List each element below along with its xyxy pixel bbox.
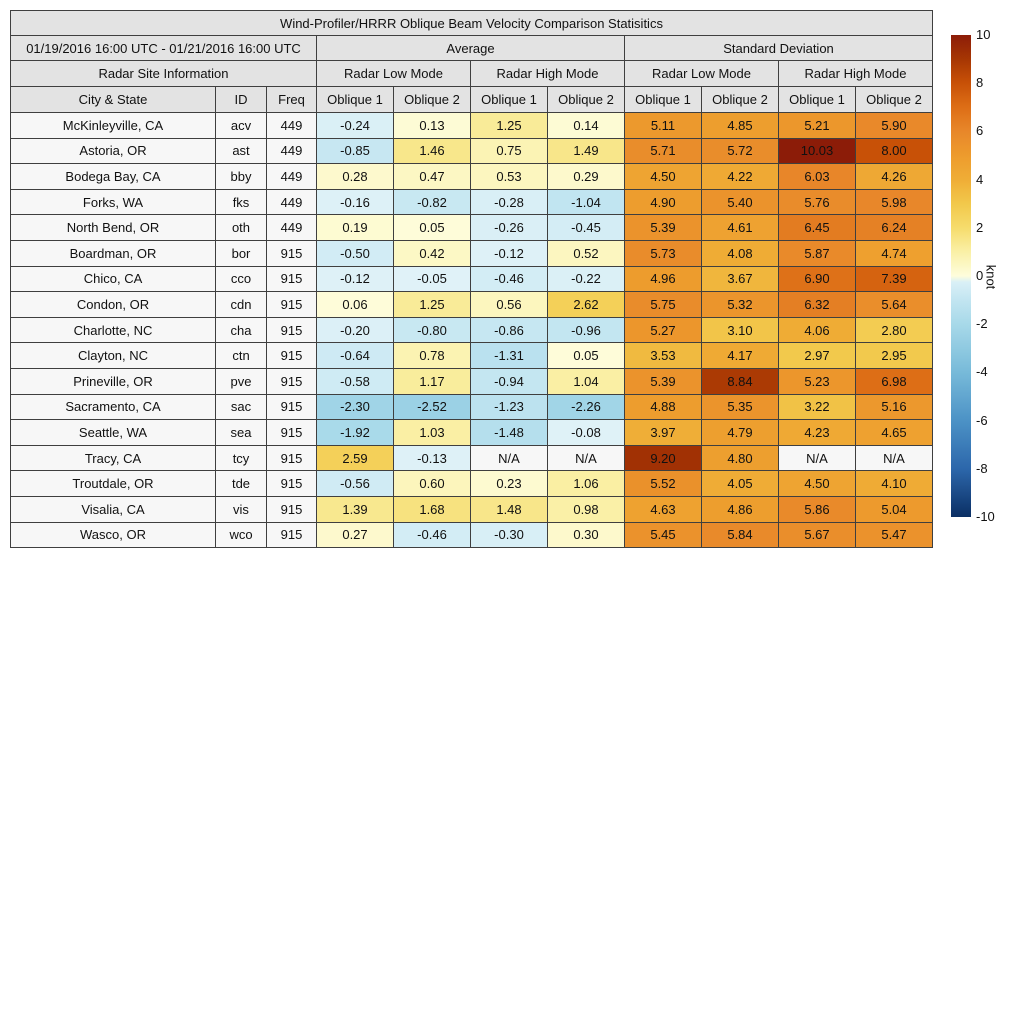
table-row (11, 266, 933, 292)
value-cell: 6.32 (779, 292, 856, 318)
value-cell: -0.22 (548, 266, 625, 292)
freq-cell: 915 (267, 368, 317, 394)
oblique2-header: Oblique 2 (548, 87, 625, 113)
value-cell: 0.28 (317, 164, 394, 190)
value-cell: 5.11 (625, 113, 702, 139)
city-cell: Bodega Bay, CA (11, 164, 216, 190)
value-cell: -2.26 (548, 394, 625, 420)
value-cell: -0.50 (317, 240, 394, 266)
value-cell: 4.50 (779, 471, 856, 497)
table-row (11, 394, 933, 420)
stats-table (10, 10, 933, 548)
value-cell: -0.12 (471, 240, 548, 266)
city-cell: Condon, OR (11, 292, 216, 318)
oblique2-header: Oblique 2 (856, 87, 933, 113)
value-cell: 5.98 (856, 189, 933, 215)
value-cell: 5.04 (856, 496, 933, 522)
value-cell: 0.42 (394, 240, 471, 266)
value-cell: 4.26 (856, 164, 933, 190)
std-high-mode-header: Radar High Mode (779, 61, 933, 87)
freq-cell: 449 (267, 138, 317, 164)
value-cell: 5.64 (856, 292, 933, 318)
city-cell: Troutdale, OR (11, 471, 216, 497)
id-header: ID (216, 87, 267, 113)
value-cell: 0.14 (548, 113, 625, 139)
table-row (11, 496, 933, 522)
table-row (11, 189, 933, 215)
value-cell: -0.30 (471, 522, 548, 548)
table-body (11, 113, 933, 548)
colorbar-tick-label: 4 (976, 171, 984, 187)
group-header-row (11, 36, 933, 61)
value-cell: -0.26 (471, 215, 548, 241)
city-cell: McKinleyville, CA (11, 113, 216, 139)
freq-cell: 449 (267, 215, 317, 241)
freq-cell: 449 (267, 164, 317, 190)
value-cell: 0.52 (548, 240, 625, 266)
value-cell: N/A (471, 445, 548, 471)
colorbar-tick-label: -10 (976, 509, 995, 524)
value-cell: 3.22 (779, 394, 856, 420)
table-row (11, 317, 933, 343)
value-cell: 0.47 (394, 164, 471, 190)
city-cell: Astoria, OR (11, 138, 216, 164)
site-id-cell: cdn (216, 292, 267, 318)
value-cell: 5.32 (702, 292, 779, 318)
value-cell: -2.52 (394, 394, 471, 420)
value-cell: 4.61 (702, 215, 779, 241)
site-id-cell: fks (216, 189, 267, 215)
value-cell: 4.10 (856, 471, 933, 497)
freq-cell: 915 (267, 240, 317, 266)
freq-cell: 915 (267, 471, 317, 497)
table-row (11, 368, 933, 394)
table-row (11, 113, 933, 139)
value-cell: -0.46 (394, 522, 471, 548)
value-cell: 0.23 (471, 471, 548, 497)
value-cell: 0.05 (394, 215, 471, 241)
site-id-cell: cco (216, 266, 267, 292)
value-cell: 5.35 (702, 394, 779, 420)
table-title: Wind-Profiler/HRRR Oblique Beam Velocity Comparison Statisitics (11, 11, 933, 36)
value-cell: 1.46 (394, 138, 471, 164)
value-cell: 5.73 (625, 240, 702, 266)
site-id-cell: bor (216, 240, 267, 266)
value-cell: -1.31 (471, 343, 548, 369)
value-cell: 4.23 (779, 420, 856, 446)
value-cell: 4.65 (856, 420, 933, 446)
date-range-cell: 01/19/2016 16:00 UTC - 01/21/2016 16:00 UTC (11, 36, 317, 61)
value-cell: -0.12 (317, 266, 394, 292)
freq-cell: 915 (267, 420, 317, 446)
table-row (11, 445, 933, 471)
site-id-cell: cha (216, 317, 267, 343)
colorbar-gradient (951, 35, 971, 517)
value-cell: 9.20 (625, 445, 702, 471)
value-cell: -0.28 (471, 189, 548, 215)
value-cell: -0.80 (394, 317, 471, 343)
value-cell: 3.97 (625, 420, 702, 446)
value-cell: 4.88 (625, 394, 702, 420)
value-cell: 4.17 (702, 343, 779, 369)
value-cell: 1.48 (471, 496, 548, 522)
value-cell: 1.49 (548, 138, 625, 164)
freq-cell: 449 (267, 189, 317, 215)
value-cell: 5.71 (625, 138, 702, 164)
value-cell: 3.10 (702, 317, 779, 343)
title-row (11, 11, 933, 36)
site-id-cell: vis (216, 496, 267, 522)
value-cell: 4.86 (702, 496, 779, 522)
table-row (11, 292, 933, 318)
oblique2-header: Oblique 2 (394, 87, 471, 113)
freq-cell: 915 (267, 266, 317, 292)
table-row (11, 164, 933, 190)
oblique1-header: Oblique 1 (779, 87, 856, 113)
value-cell: 6.90 (779, 266, 856, 292)
value-cell: 4.08 (702, 240, 779, 266)
colorbar-tick-label: -6 (976, 412, 988, 428)
table-row (11, 420, 933, 446)
value-cell: 7.39 (856, 266, 933, 292)
value-cell: 1.25 (394, 292, 471, 318)
value-cell: 4.05 (702, 471, 779, 497)
site-id-cell: bby (216, 164, 267, 190)
value-cell: -0.16 (317, 189, 394, 215)
freq-cell: 915 (267, 343, 317, 369)
value-cell: 5.86 (779, 496, 856, 522)
site-id-cell: ctn (216, 343, 267, 369)
value-cell: -0.46 (471, 266, 548, 292)
value-cell: 5.76 (779, 189, 856, 215)
freq-cell: 915 (267, 522, 317, 548)
site-id-cell: wco (216, 522, 267, 548)
value-cell: -0.85 (317, 138, 394, 164)
table-row (11, 138, 933, 164)
city-cell: Seattle, WA (11, 420, 216, 446)
value-cell: -0.82 (394, 189, 471, 215)
value-cell: 1.04 (548, 368, 625, 394)
value-cell: 1.39 (317, 496, 394, 522)
value-cell: 5.40 (702, 189, 779, 215)
site-id-cell: tde (216, 471, 267, 497)
colorbar-tick-label: 2 (976, 219, 984, 235)
value-cell: 4.90 (625, 189, 702, 215)
value-cell: 2.95 (856, 343, 933, 369)
value-cell: 5.75 (625, 292, 702, 318)
value-cell: 3.53 (625, 343, 702, 369)
value-cell: -1.48 (471, 420, 548, 446)
value-cell: 1.25 (471, 113, 548, 139)
site-id-cell: acv (216, 113, 267, 139)
value-cell: 1.06 (548, 471, 625, 497)
value-cell: 8.84 (702, 368, 779, 394)
column-header-row (11, 87, 933, 113)
value-cell: 5.39 (625, 368, 702, 394)
table-row (11, 343, 933, 369)
value-cell: 0.19 (317, 215, 394, 241)
site-id-cell: pve (216, 368, 267, 394)
city-cell: North Bend, OR (11, 215, 216, 241)
value-cell: -0.96 (548, 317, 625, 343)
value-cell: -1.23 (471, 394, 548, 420)
std-deviation-group-header: Standard Deviation (625, 36, 933, 61)
value-cell: 1.68 (394, 496, 471, 522)
value-cell: 2.59 (317, 445, 394, 471)
value-cell: 5.27 (625, 317, 702, 343)
site-id-cell: tcy (216, 445, 267, 471)
city-cell: Chico, CA (11, 266, 216, 292)
table-row (11, 522, 933, 548)
city-cell: Wasco, OR (11, 522, 216, 548)
value-cell: 5.67 (779, 522, 856, 548)
value-cell: 2.97 (779, 343, 856, 369)
value-cell: 5.47 (856, 522, 933, 548)
city-cell: Tracy, CA (11, 445, 216, 471)
value-cell: 2.62 (548, 292, 625, 318)
value-cell: -0.05 (394, 266, 471, 292)
city-cell: Sacramento, CA (11, 394, 216, 420)
value-cell: N/A (856, 445, 933, 471)
value-cell: 3.67 (702, 266, 779, 292)
city-cell: Charlotte, NC (11, 317, 216, 343)
value-cell: 6.03 (779, 164, 856, 190)
value-cell: -0.13 (394, 445, 471, 471)
avg-low-mode-header: Radar Low Mode (317, 61, 471, 87)
value-cell: 2.80 (856, 317, 933, 343)
freq-header: Freq (267, 87, 317, 113)
oblique1-header: Oblique 1 (471, 87, 548, 113)
value-cell: 0.98 (548, 496, 625, 522)
value-cell: -0.64 (317, 343, 394, 369)
freq-cell: 915 (267, 394, 317, 420)
value-cell: 0.27 (317, 522, 394, 548)
value-cell: 1.03 (394, 420, 471, 446)
freq-cell: 915 (267, 496, 317, 522)
value-cell: 6.24 (856, 215, 933, 241)
value-cell: -1.04 (548, 189, 625, 215)
site-id-cell: oth (216, 215, 267, 241)
city-state-header: City & State (11, 87, 216, 113)
site-id-cell: ast (216, 138, 267, 164)
colorbar-tick-label: 0 (976, 268, 984, 283)
value-cell: 5.84 (702, 522, 779, 548)
value-cell: 5.45 (625, 522, 702, 548)
value-cell: 4.63 (625, 496, 702, 522)
city-cell: Prineville, OR (11, 368, 216, 394)
table-row (11, 215, 933, 241)
value-cell: 4.06 (779, 317, 856, 343)
value-cell: 5.21 (779, 113, 856, 139)
value-cell: 1.17 (394, 368, 471, 394)
value-cell: 4.80 (702, 445, 779, 471)
value-cell: 4.22 (702, 164, 779, 190)
freq-cell: 915 (267, 445, 317, 471)
value-cell: 5.90 (856, 113, 933, 139)
value-cell: -0.56 (317, 471, 394, 497)
oblique2-header: Oblique 2 (702, 87, 779, 113)
oblique1-header: Oblique 1 (317, 87, 394, 113)
std-low-mode-header: Radar Low Mode (625, 61, 779, 87)
value-cell: -0.08 (548, 420, 625, 446)
colorbar-tick-label: -8 (976, 460, 988, 476)
colorbar-tick-label: 6 (976, 123, 984, 139)
value-cell: -0.86 (471, 317, 548, 343)
site-id-cell: sea (216, 420, 267, 446)
value-cell: 4.50 (625, 164, 702, 190)
value-cell: 0.29 (548, 164, 625, 190)
value-cell: -2.30 (317, 394, 394, 420)
value-cell: 0.60 (394, 471, 471, 497)
value-cell: 0.56 (471, 292, 548, 318)
freq-cell: 915 (267, 317, 317, 343)
city-cell: Visalia, CA (11, 496, 216, 522)
value-cell: 5.87 (779, 240, 856, 266)
value-cell: 5.16 (856, 394, 933, 420)
colorbar-unit-label: knot (983, 264, 999, 290)
freq-cell: 915 (267, 292, 317, 318)
value-cell: -0.58 (317, 368, 394, 394)
value-cell: 5.39 (625, 215, 702, 241)
site-info-header: Radar Site Information (11, 61, 317, 87)
value-cell: 0.06 (317, 292, 394, 318)
value-cell: N/A (548, 445, 625, 471)
value-cell: 6.45 (779, 215, 856, 241)
value-cell: 0.53 (471, 164, 548, 190)
value-cell: 4.79 (702, 420, 779, 446)
freq-cell: 449 (267, 113, 317, 139)
colorbar-tick-label: 10 (976, 27, 991, 42)
table-row (11, 471, 933, 497)
value-cell: 5.72 (702, 138, 779, 164)
value-cell: 4.96 (625, 266, 702, 292)
avg-high-mode-header: Radar High Mode (471, 61, 625, 87)
site-id-cell: sac (216, 394, 267, 420)
mode-header-row (11, 61, 933, 87)
value-cell: -0.24 (317, 113, 394, 139)
value-cell: 0.13 (394, 113, 471, 139)
colorbar-tick-label: -2 (976, 316, 988, 332)
value-cell: 8.00 (856, 138, 933, 164)
value-cell: N/A (779, 445, 856, 471)
value-cell: 0.75 (471, 138, 548, 164)
value-cell: 6.98 (856, 368, 933, 394)
value-cell: 0.30 (548, 522, 625, 548)
value-cell: -0.45 (548, 215, 625, 241)
value-cell: 0.05 (548, 343, 625, 369)
table-row (11, 240, 933, 266)
city-cell: Clayton, NC (11, 343, 216, 369)
value-cell: 4.85 (702, 113, 779, 139)
oblique1-header: Oblique 1 (625, 87, 702, 113)
value-cell: -0.94 (471, 368, 548, 394)
value-cell: 4.74 (856, 240, 933, 266)
city-cell: Boardman, OR (11, 240, 216, 266)
value-cell: -0.20 (317, 317, 394, 343)
value-cell: 5.23 (779, 368, 856, 394)
value-cell: 0.78 (394, 343, 471, 369)
average-group-header: Average (317, 36, 625, 61)
value-cell: 10.03 (779, 138, 856, 164)
colorbar-tick-label: -4 (976, 364, 988, 380)
city-cell: Forks, WA (11, 189, 216, 215)
value-cell: 5.52 (625, 471, 702, 497)
value-cell: -1.92 (317, 420, 394, 446)
colorbar-tick-label: 8 (976, 75, 984, 91)
